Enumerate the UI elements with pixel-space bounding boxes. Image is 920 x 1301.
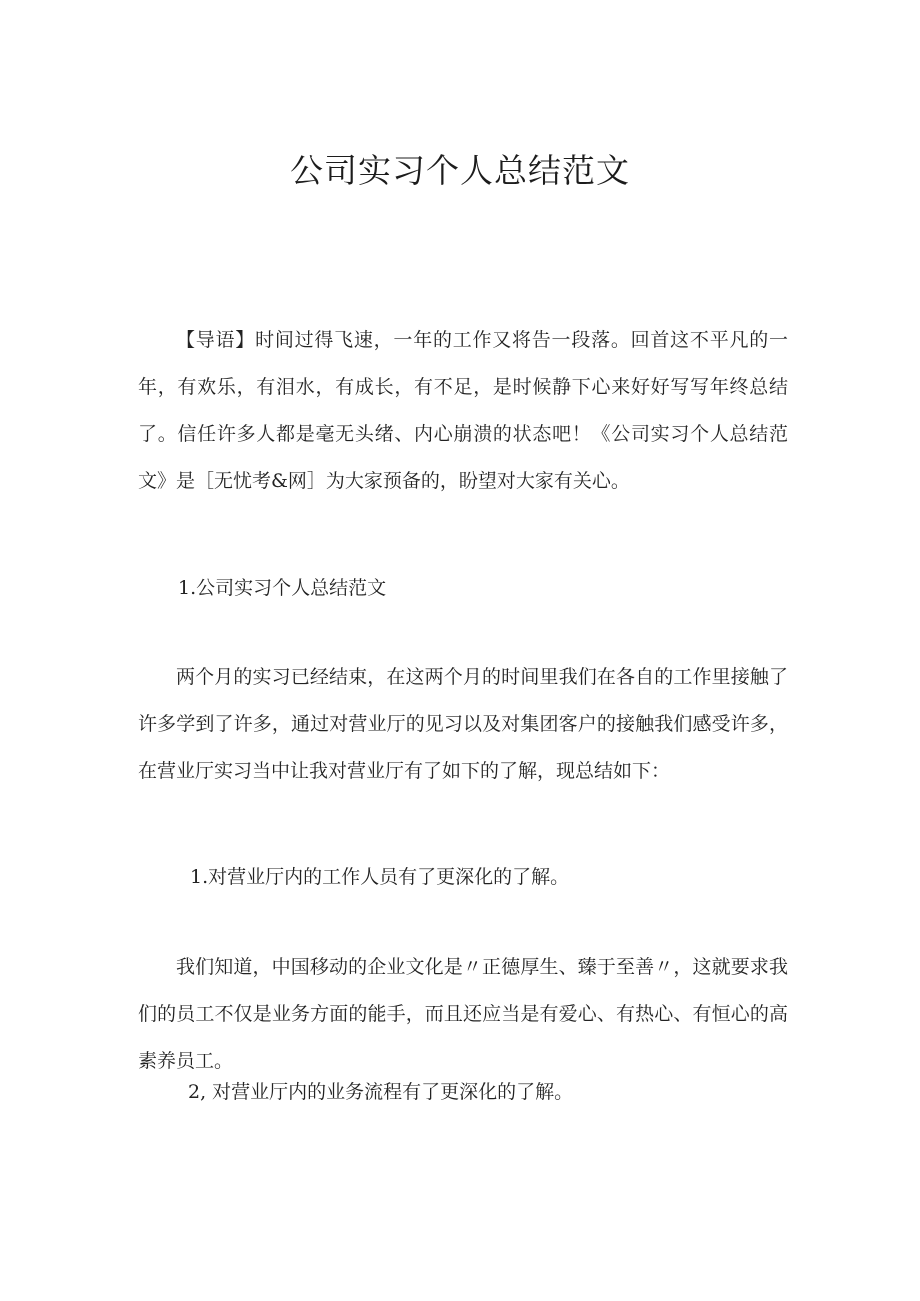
body-paragraph-1: 两个月的实习已经结束，在这两个月的时间里我们在各自的工作里接触了许多学到了许多，通过对营业厅的见习以及对集团客户的接触我们感受许多，在营业厅实习当中让我对营业厅有了如下的了解，现总结如下：	[138, 666, 788, 782]
intro-paragraph: 【导语】时间过得飞速，一年的工作又将告一段落。回首这不平凡的一年，有欢乐，有泪水，有成长，有不足，是时候静下心来好好写写年终总结了。信任许多人都是毫无头绪、内心崩溃的状态吧！《公司实习个人总结范文》是［无忧考&网］为大家预备的，盼望对大家有关心。	[138, 329, 788, 492]
section-heading: 1.公司实习个人总结范文	[178, 577, 387, 599]
point-heading-1: 1.对营业厅内的工作人员有了更深化的了解。	[190, 866, 570, 888]
point-heading-2: 2, 对营业厅内的业务流程有了更深化的了解。	[188, 1081, 574, 1103]
body-paragraph-2: 我们知道，中国移动的企业文化是〃正德厚生、臻于至善〃，这就要求我们的员工不仅是业务方面的能手，而且还应当是有爱心、有热心、有恒心的高素养员工。	[138, 956, 788, 1072]
document-title: 公司实习个人总结范文	[290, 151, 630, 190]
